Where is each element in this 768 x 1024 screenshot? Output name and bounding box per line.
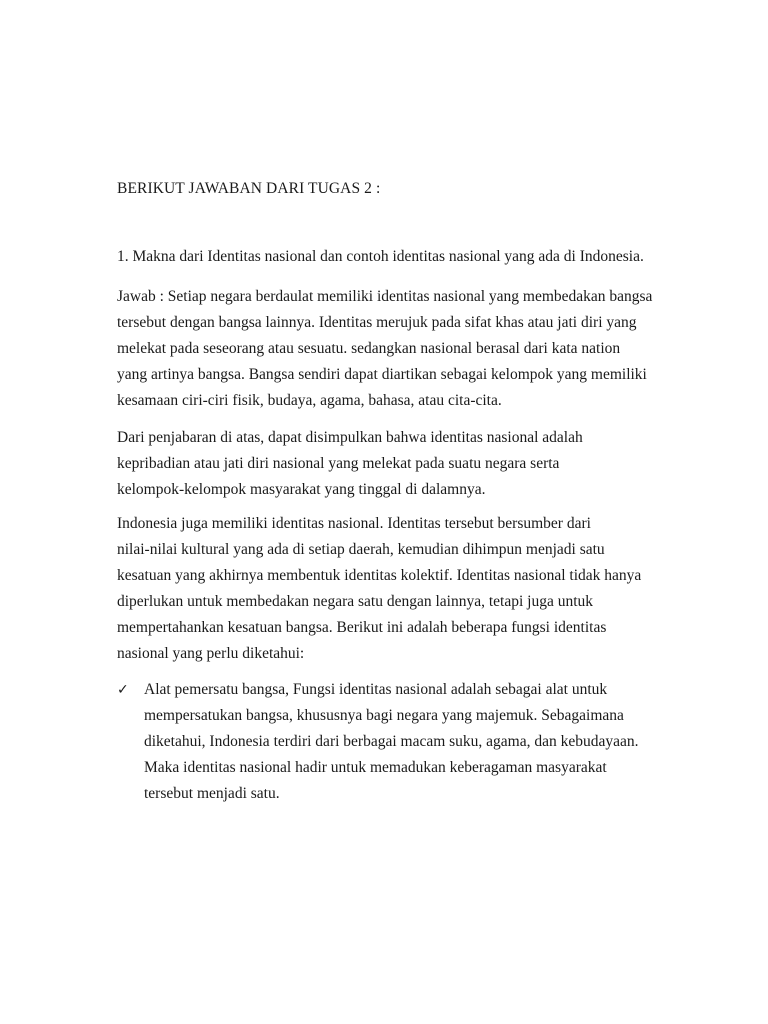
paragraph-line: melekat pada seseorang atau sesuatu. sedangkan nasional berasal dari kata nation <box>117 340 621 357</box>
bullet-line: tersebut menjadi satu. <box>144 785 280 802</box>
paragraph-conclusion <box>117 425 677 503</box>
paragraph-line: kesamaan ciri-ciri fisik, budaya, agama, bahasa, atau cita-cita. <box>117 392 502 409</box>
bullet-text <box>144 677 639 807</box>
question-1: 1. Makna dari Identitas nasional dan contoh identitas nasional yang ada di Indonesia. <box>117 248 644 265</box>
paragraph-line: kelompok-kelompok masyarakat yang tinggal di dalamnya. <box>117 481 486 498</box>
checkmark-icon: ✓ <box>117 682 129 698</box>
paragraph-answer <box>117 284 677 414</box>
paragraph-line: nilai-nilai kultural yang ada di setiap daerah, kemudian dihimpun menjadi satu <box>117 541 605 558</box>
bullet-line: Alat pemersatu bangsa, Fungsi identitas nasional adalah sebagai alat untuk <box>144 681 608 698</box>
paragraph-line: Jawab : Setiap negara berdaulat memiliki identitas nasional yang membedakan bangsa <box>117 288 653 305</box>
paragraph-line: nasional yang perlu diketahui: <box>117 645 305 662</box>
paragraph-line: tersebut dengan bangsa lainnya. Identitas merujuk pada sifat khas atau jati diri yang <box>117 314 637 331</box>
paragraph-line: yang artinya bangsa. Bangsa sendiri dapat diartikan sebagai kelompok yang memiliki <box>117 366 647 383</box>
document-heading: BERIKUT JAWABAN DARI TUGAS 2 : <box>117 180 381 197</box>
paragraph-line: diperlukan untuk membedakan negara satu dengan lainnya, tetapi juga untuk <box>117 593 594 610</box>
paragraph-line: mempertahankan kesatuan bangsa. Berikut ini adalah beberapa fungsi identitas <box>117 619 607 636</box>
bullet-line: mempersatukan bangsa, khususnya bagi negara yang majemuk. Sebagaimana <box>144 707 624 724</box>
paragraph-line: Indonesia juga memiliki identitas nasional. Identitas tersebut bersumber dari <box>117 515 591 532</box>
paragraph-line: kesatuan yang akhirnya membentuk identitas kolektif. Identitas nasional tidak hanya <box>117 567 642 584</box>
paragraph-line: kepribadian atau jati diri nasional yang melekat pada suatu negara serta <box>117 455 560 472</box>
bullet-line: diketahui, Indonesia terdiri dari berbagai macam suku, agama, dan kebudayaan. <box>144 733 639 750</box>
bullet-line: Maka identitas nasional hadir untuk memadukan keberagaman masyarakat <box>144 759 607 776</box>
paragraph-line: Dari penjabaran di atas, dapat disimpulkan bahwa identitas nasional adalah <box>117 429 583 446</box>
paragraph-indonesia <box>117 511 677 667</box>
